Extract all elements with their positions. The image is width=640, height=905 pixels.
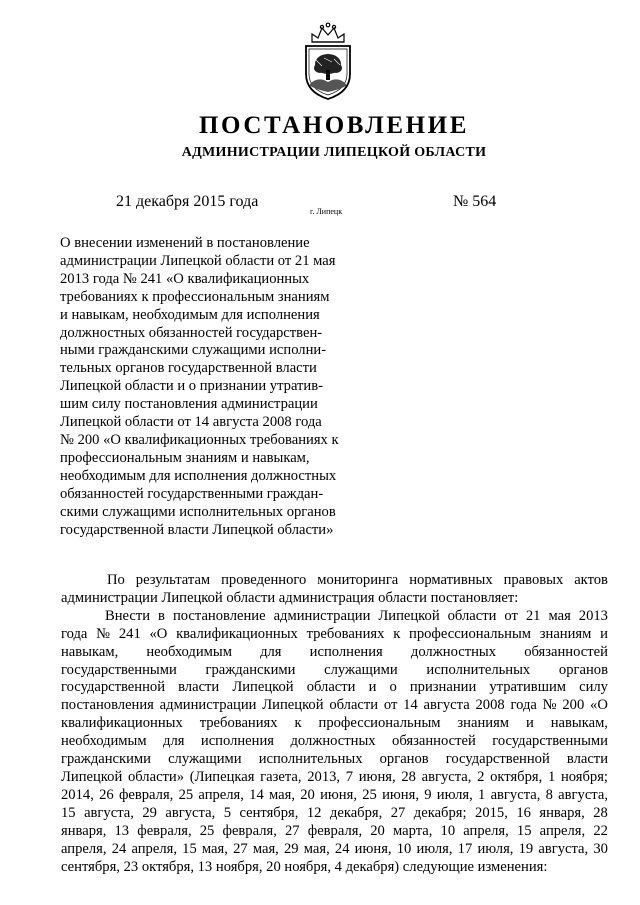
- subject-line: и навыкам, необходимым для исполнения: [60, 306, 320, 323]
- subject-line: Липецкой области и о признании утратив-: [60, 378, 323, 395]
- subject-line: должностных обязанностей государствен-: [60, 324, 323, 341]
- subject-line: шим силу постановления администрации: [60, 396, 318, 413]
- body-line: года № 241 «О квалификационных требованиях к профессиональным знаниям и: [61, 625, 608, 642]
- body-line: сентября, 23 октября, 13 ноября, 20 ноября, 4 декабря) следующие изменения:: [61, 858, 548, 875]
- body-line: квалификационных требованиях к профессиональным знаниям и навыкам,: [61, 715, 608, 732]
- body-line: 15 августа, 29 августа, 5 сентября, 12 декабря, 27 декабря; 2015, 16 января, 28: [61, 804, 608, 821]
- body-line: администрации Липецкой области администрация области постановляет:: [61, 589, 519, 606]
- subject-line: профессиональным знаниям и навыкам,: [60, 449, 310, 466]
- document-number: № 564: [453, 193, 497, 210]
- body-line: По результатам проведенного мониторинга нормативных правовых актов: [107, 572, 608, 588]
- subject-line: ными гражданскими служащими исполни-: [60, 342, 327, 359]
- document-subject: [60, 235, 380, 539]
- body-line: государственной власти Липецкой области и о признании утратившим силу: [61, 679, 608, 696]
- subject-line: № 200 «О квалификационных требованиях к: [60, 431, 339, 448]
- subject-line: тельных органов государственной власти: [60, 360, 317, 377]
- body-line: гражданскими служащими исполнительных органов государственной власти: [61, 751, 608, 768]
- body-line: государственными гражданскими служащими исполнительных органов: [61, 661, 608, 678]
- body-line: Липецкой области» (Липецкая газета, 2013, 7 июня, 28 августа, 2 октября, 1 ноября;: [61, 768, 608, 785]
- body-line: необходимым для исполнения должностных обязанностей государственными: [61, 733, 608, 750]
- body-line: января, 13 февраля, 25 февраля, 27 февраля, 20 марта, 10 апреля, 15 апреля, 22: [61, 822, 608, 839]
- lipetsk-coat-of-arms-icon: [298, 22, 358, 102]
- subject-line: О внесении изменений в постановление: [60, 235, 310, 251]
- document-title: ПОСТАНОВЛЕНИЕ: [198, 112, 470, 139]
- subject-line: требованиях к профессиональным знаниям: [60, 288, 330, 305]
- subject-line: государственной власти Липецкой области»: [60, 521, 334, 538]
- body-line: апреля, 24 апреля, 15 мая, 27 мая, 29 мая, 24 июня, 10 июля, 17 июля, 19 августа, 30: [61, 840, 608, 857]
- subject-line: скими служащими исполнительных органов: [60, 503, 336, 520]
- body-line: навыкам, необходимым для исполнения должностных обязанностей: [61, 643, 608, 660]
- document-city: г. Липецк: [310, 207, 343, 216]
- subject-line: необходимым для исполнения должностных: [60, 467, 337, 484]
- document-date: 21 декабря 2015 года: [116, 193, 259, 210]
- subject-line: обязанностей государственными граждан-: [60, 485, 324, 502]
- body-line: постановления администрации Липецкой области от 14 августа 2008 года № 200 «О: [61, 697, 608, 714]
- subject-line: 2013 года № 241 «О квалификационных: [60, 270, 310, 287]
- document-body: [61, 572, 608, 876]
- issuer-name: АДМИНИСТРАЦИИ ЛИПЕЦКОЙ ОБЛАСТИ: [181, 145, 487, 160]
- subject-line: администрации Липецкой области от 21 мая: [60, 252, 336, 269]
- body-line: Внести в постановление администрации Липецкой области от 21 мая 2013: [105, 607, 608, 624]
- subject-line: Липецкой области от 14 августа 2008 года: [60, 414, 322, 431]
- body-line: 2014, 26 февраля, 25 апреля, 14 мая, 20 июня, 25 июня, 9 июля, 1 августа, 8 августа,: [61, 786, 608, 803]
